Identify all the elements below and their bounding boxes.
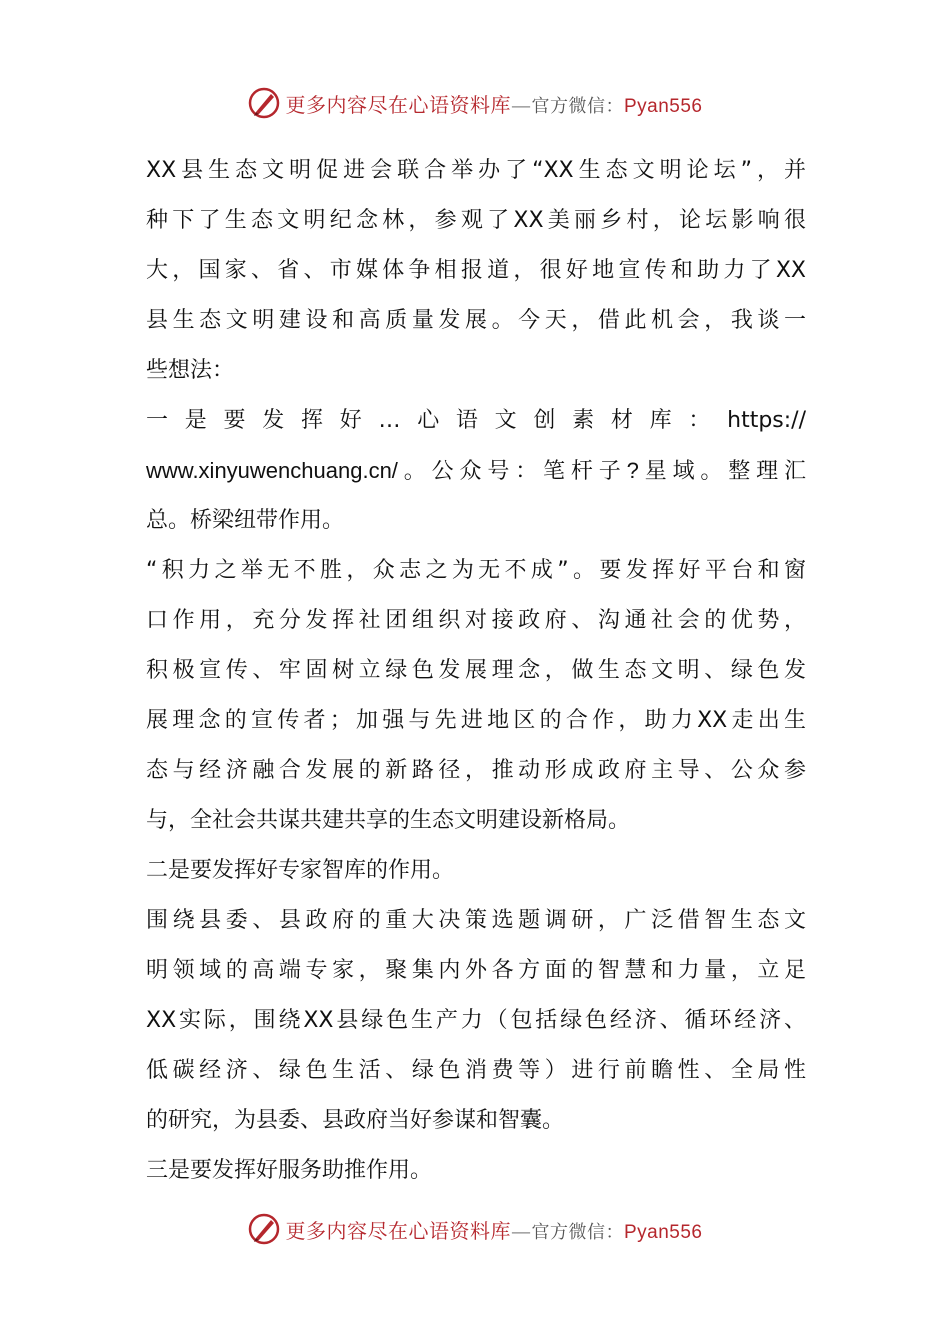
text-line: “积力之举无不胜，众志之为无不成”。要发挥好平台和窗 [146, 558, 806, 583]
watermark-separator: — [510, 92, 532, 117]
text-line: 的研究，为县委、县政府当好参谋和智囊。 [146, 1108, 565, 1133]
text-line: www.xinyuwenchuang.cn/。公众号：笔杆子?星域。整理汇 [146, 458, 806, 483]
watermark-wechat-id: Pyan556 [623, 95, 703, 117]
watermark-text [285, 89, 702, 118]
text-line: 县生态文明建设和高质量发展。今天，借此机会，我谈一 [146, 308, 806, 333]
watermark-main: 更多内容尽在心语资料库 [285, 92, 511, 117]
pen-logo-icon [247, 1212, 281, 1246]
text-line: XX县生态文明促进会联合举办了“XX生态文明论坛”，并 [146, 158, 806, 183]
text-line: XX实际，围绕XX县绿色生产力（包括绿色经济、循环经济、 [146, 1008, 806, 1033]
watermark-wechat-label: 官方微信： [531, 95, 624, 117]
text-line: 些想法： [146, 358, 235, 383]
text-line: 低碳经济、绿色生活、绿色消费等）进行前瞻性、全局性 [146, 1058, 806, 1083]
text-line: 展理念的宣传者；加强与先进地区的合作，助力XX走出生 [146, 708, 806, 733]
text-line: 围绕县委、县政府的重大决策选题调研，广泛借智生态文 [146, 908, 806, 933]
text-line: 总。桥梁纽带作用。 [146, 508, 345, 533]
footer-watermark [0, 1209, 950, 1249]
text-line: 态与经济融合发展的新路径，推动形成政府主导、公众参 [146, 758, 806, 783]
text-line: 三是要发挥好服务助推作用。 [146, 1158, 433, 1183]
watermark-main: 更多内容尽在心语资料库 [285, 1218, 511, 1243]
text-line: 积极宣传、牢固树立绿色发展理念，做生态文明、绿色发 [146, 658, 806, 683]
header-watermark [0, 83, 950, 123]
watermark-wechat-id: Pyan556 [623, 1221, 703, 1243]
text-line: 二是要发挥好专家智库的作用。 [146, 858, 455, 883]
watermark-separator: — [510, 1218, 532, 1243]
document-body [146, 146, 806, 1196]
text-line: 与，全社会共谋共建共享的生态文明建设新格局。 [146, 808, 631, 833]
text-line: 种下了生态文明纪念林，参观了XX美丽乡村，论坛影响很 [146, 208, 806, 233]
text-line: 口作用，充分发挥社团组织对接政府、沟通社会的优势， [146, 608, 806, 633]
text-line: 大，国家、省、市媒体争相报道，很好地宣传和助力了XX [146, 258, 806, 283]
text-line: 一是要发挥好…心语文创素材库：https:// [146, 408, 806, 433]
text-line: 明领域的高端专家，聚集内外各方面的智慧和力量，立足 [146, 958, 806, 983]
watermark-text [285, 1215, 702, 1244]
watermark-wechat-label: 官方微信： [531, 1221, 624, 1243]
pen-logo-icon [247, 86, 281, 120]
